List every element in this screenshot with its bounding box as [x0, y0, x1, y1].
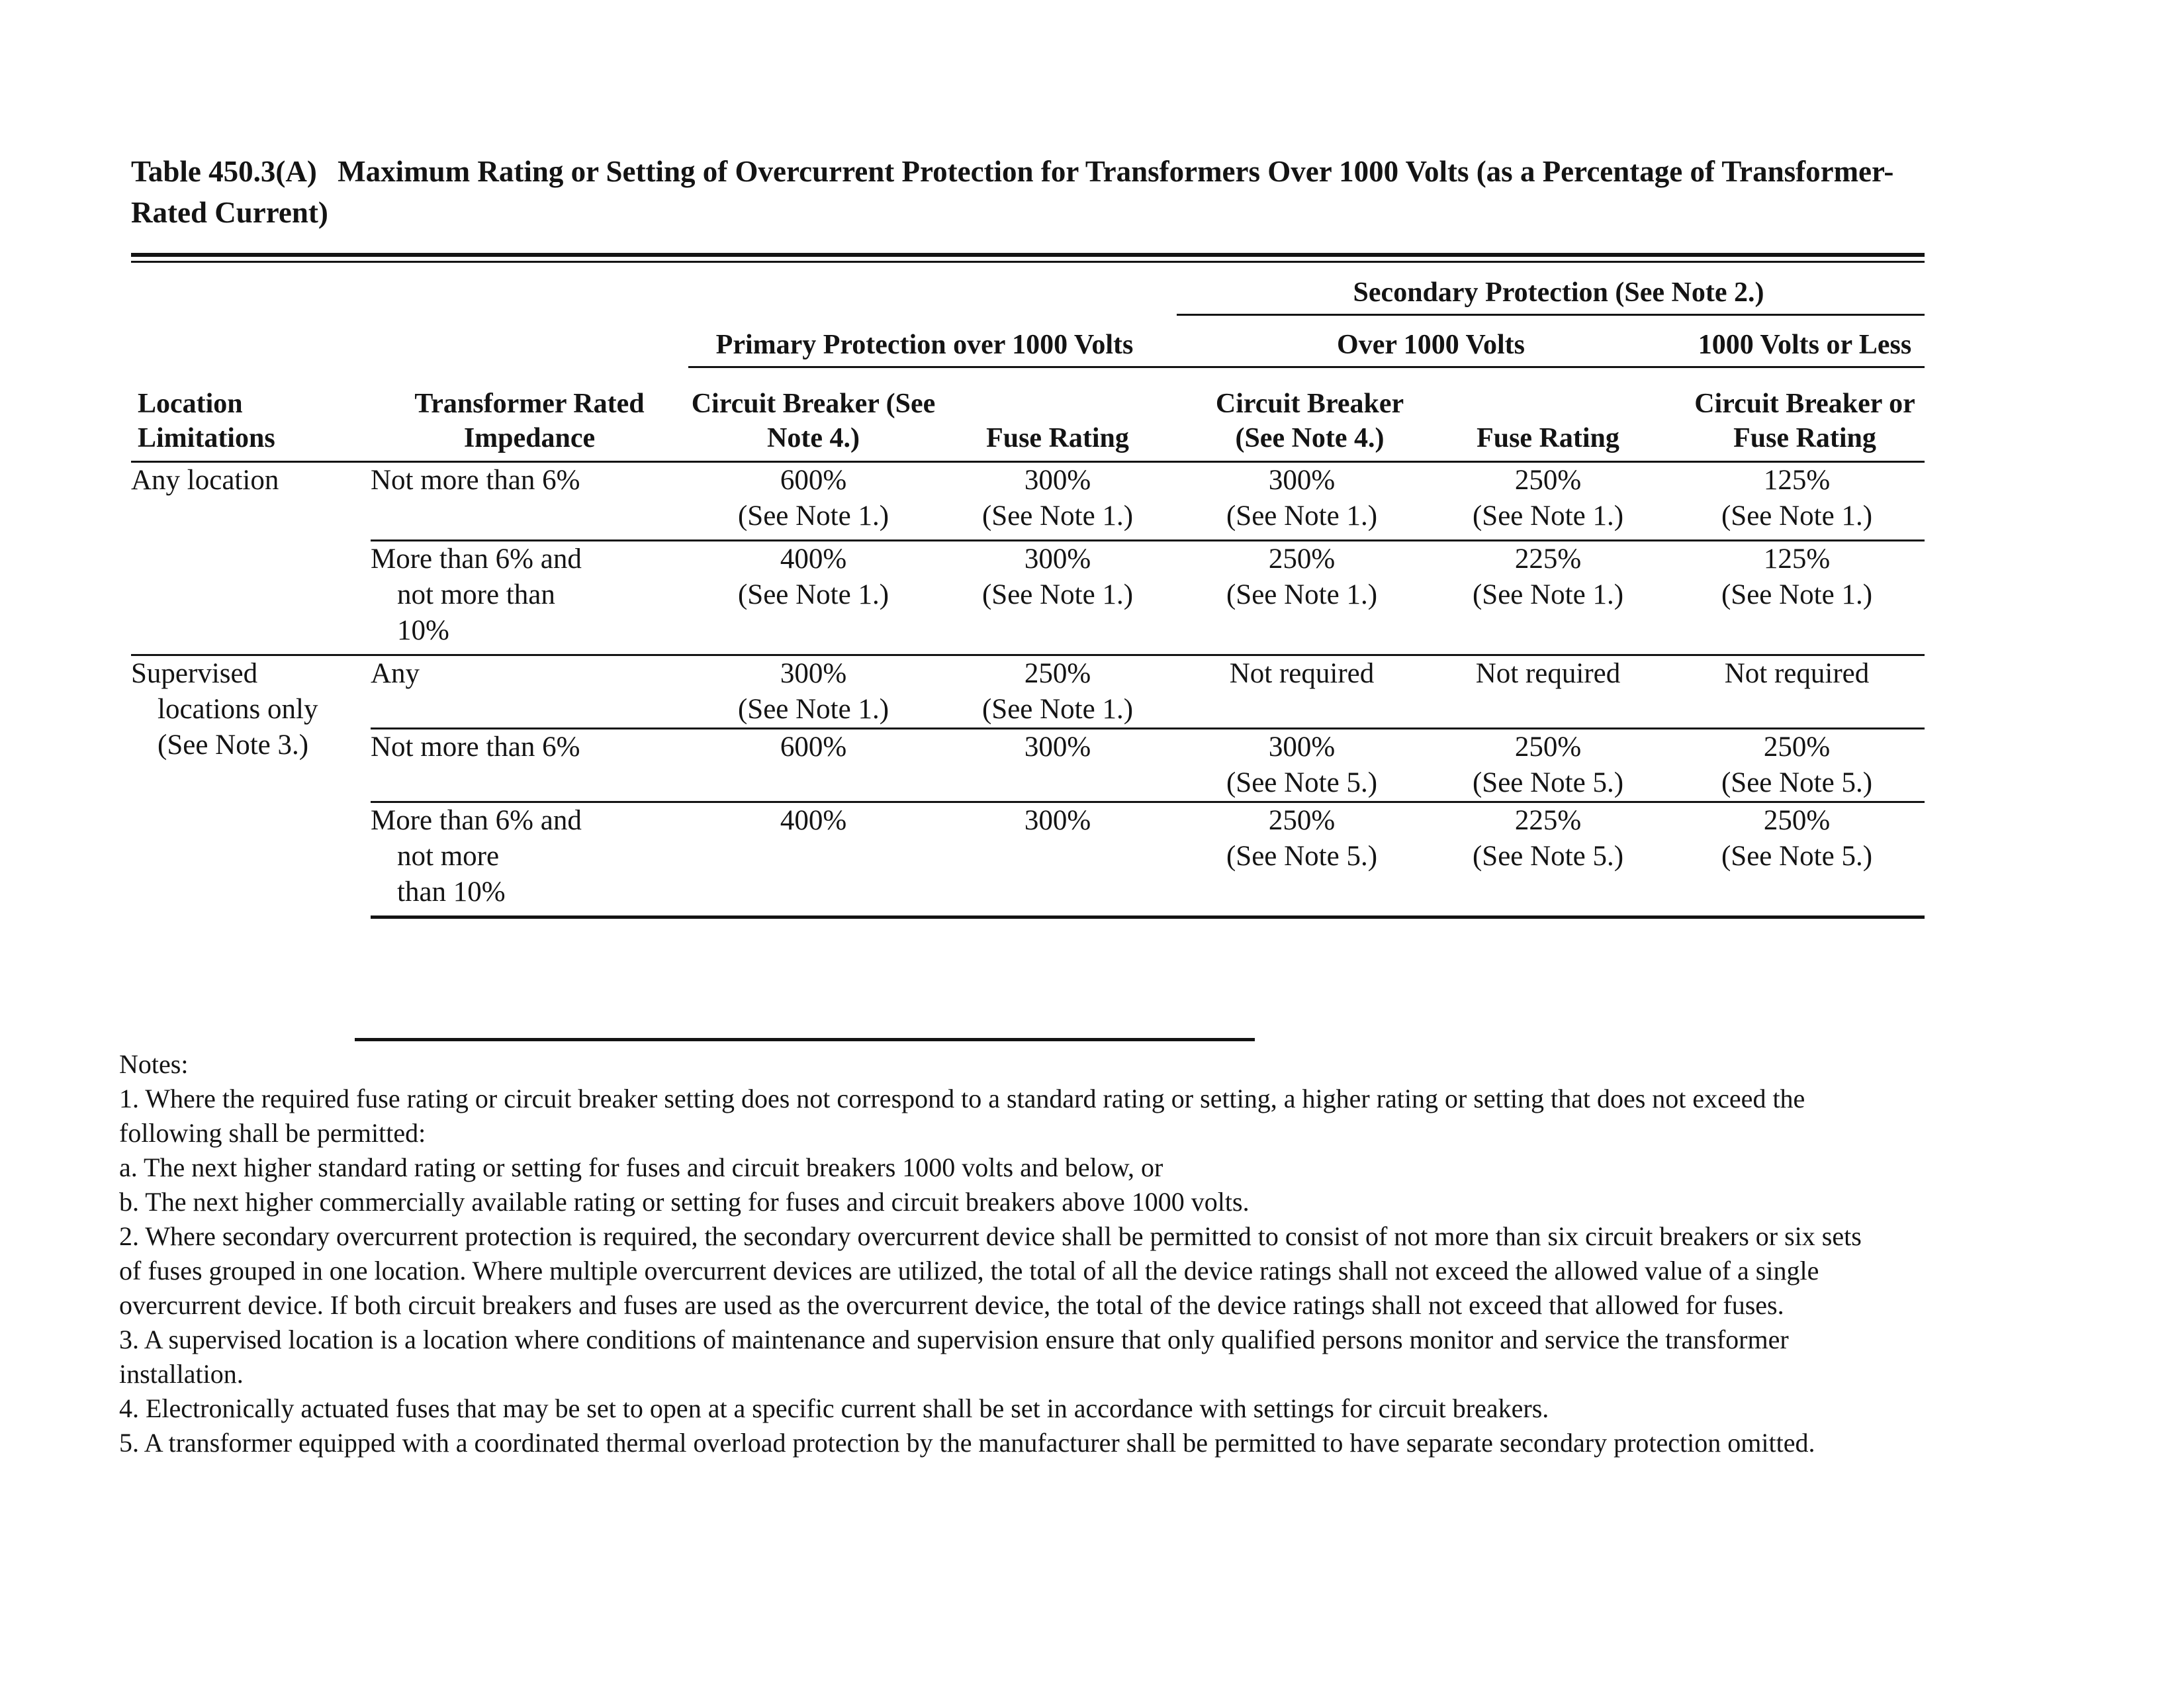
secondary-circuit-breaker-cell: 300% (See Note 1.) [1177, 462, 1427, 541]
low-voltage-cell: 250% (See Note 5.) [1669, 802, 1925, 917]
secondary-circuit-breaker-cell: 250% (See Note 5.) [1177, 802, 1427, 917]
impedance-cell: More than 6% and not more than 10% [371, 802, 688, 917]
low-voltage-cell: Not required [1669, 655, 1925, 729]
location-supervised: Supervised locations only (See Note 3.) [131, 658, 318, 761]
low-voltage-cell: 250% (See Note 5.) [1669, 729, 1925, 802]
secondary-circuit-breaker-cell: Not required [1177, 655, 1427, 729]
note-1b: b. The next higher commercially available rating or setting for fuses and circuit breakers above 1000 volts. [119, 1187, 1250, 1217]
table-number: Table 450.3(A) [131, 155, 317, 188]
primary-circuit-breaker-cell: 400% [688, 802, 938, 917]
table-row [131, 541, 1925, 655]
impedance-cell: Not more than 6% [371, 729, 688, 802]
low-voltage-cell: 125% (See Note 1.) [1669, 462, 1925, 541]
impedance-cell: Any [371, 655, 688, 729]
low-voltage-cell: 125% (See Note 1.) [1669, 541, 1925, 655]
primary-circuit-breaker-cell: 600% [688, 729, 938, 802]
header-primary-circuit-breaker: Circuit Breaker (See Note 4.) [688, 367, 938, 462]
primary-circuit-breaker-cell: 300% (See Note 1.) [688, 655, 938, 729]
impedance-cell: More than 6% and not more than 10% [371, 541, 688, 655]
notes-heading: Notes: [119, 1049, 189, 1079]
primary-fuse-cell: 300% [938, 729, 1177, 802]
primary-fuse-cell: 250% (See Note 1.) [938, 655, 1177, 729]
primary-circuit-breaker-cell: 400% (See Note 1.) [688, 541, 938, 655]
table-title [131, 151, 1931, 233]
notes-divider [355, 1038, 1255, 1041]
primary-fuse-cell: 300% (See Note 1.) [938, 541, 1177, 655]
primary-fuse-cell: 300% (See Note 1.) [938, 462, 1177, 541]
note-1: 1. Where the required fuse rating or circuit breaker setting does not correspond to a standard rating or setting, a higher rating or setting that does not exceed the following shall be permitted: [119, 1084, 1805, 1148]
secondary-fuse-cell: 250% (See Note 1.) [1427, 462, 1669, 541]
header-secondary-protection: Secondary Protection (See Note 2.) [1177, 267, 1925, 315]
secondary-circuit-breaker-cell: 300% (See Note 5.) [1177, 729, 1427, 802]
header-over-1000-volts: Over 1000 Volts [1177, 315, 1669, 367]
secondary-fuse-cell: 250% (See Note 5.) [1427, 729, 1669, 802]
header-circuit-breaker-or-fuse-rating: Circuit Breaker or Fuse Rating [1669, 367, 1925, 462]
location-any-label: Any location [131, 465, 279, 496]
note-4: 4. Electronically actuated fuses that may be set to open at a specific current shall be set in accordance with settings for circuit breakers. [119, 1393, 1549, 1423]
header-secondary-fuse-rating: Fuse Rating [1427, 367, 1669, 462]
note-5: 5. A transformer equipped with a coordinated thermal overload protection by the manufacturer shall be permitted to have separate secondary protection omitted. [119, 1428, 1815, 1458]
header-transformer-rated-impedance: Transformer Rated Impedance [371, 367, 688, 462]
header-1000-volts-or-less: 1000 Volts or Less [1669, 315, 1925, 367]
secondary-fuse-cell: Not required [1427, 655, 1669, 729]
header-secondary-circuit-breaker: Circuit Breaker (See Note 4.) [1177, 367, 1427, 462]
location-any [131, 462, 371, 655]
secondary-fuse-cell: 225% (See Note 5.) [1427, 802, 1669, 917]
secondary-circuit-breaker-cell: 250% (See Note 1.) [1177, 541, 1427, 655]
note-1a: a. The next higher standard rating or setting for fuses and circuit breakers 1000 volts and below, or [119, 1152, 1163, 1182]
table-row [131, 655, 1925, 729]
primary-fuse-cell: 300% [938, 802, 1177, 917]
table-row [131, 462, 1925, 541]
header-primary-fuse-rating: Fuse Rating [938, 367, 1177, 462]
top-rule-thin [131, 261, 1925, 263]
notes-section [119, 1047, 1880, 1460]
table-row [131, 802, 1925, 917]
impedance-cell: Not more than 6% [371, 462, 688, 541]
top-rule [131, 253, 1925, 257]
protection-table [131, 267, 1925, 919]
secondary-fuse-cell: 225% (See Note 1.) [1427, 541, 1669, 655]
table-row [131, 729, 1925, 802]
note-3: 3. A supervised location is a location where conditions of maintenance and supervision ensure that only qualified persons monitor and service the transformer installation. [119, 1325, 1789, 1389]
header-primary-protection: Primary Protection over 1000 Volts [688, 315, 1177, 367]
primary-circuit-breaker-cell: 600% (See Note 1.) [688, 462, 938, 541]
table-caption: Maximum Rating or Setting of Overcurrent Protection for Transformers Over 1000 Volts (as a Percentage of Transformer-Rated Current) [131, 155, 1894, 229]
note-2: 2. Where secondary overcurrent protection is required, the secondary overcurrent device shall be permitted to consist of not more than six circuit breakers or six sets of fuses grouped in one location. Where multiple overcurrent devices are utilized, the total of all the device ratings shall not exceed the allowed value of a single overcurrent device. If both circuit breakers and fuses are used as the overcurrent device, the total of the device ratings shall not exceed that allowed for fuses. [119, 1221, 1862, 1320]
header-location-limitations: Location Limitations [131, 367, 371, 462]
